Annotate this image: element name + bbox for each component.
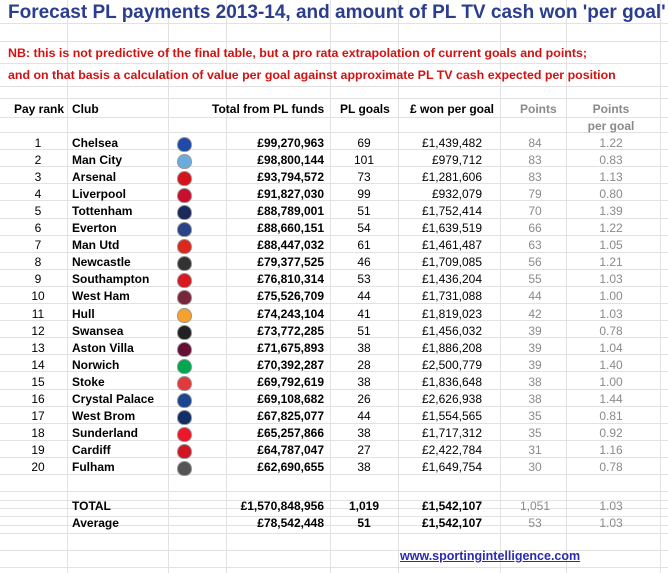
points-cell: 39 [528,341,542,355]
total-funds-cell: £79,377,525 [257,255,324,269]
total-points: 1,051 [519,499,551,513]
total-funds-cell: £75,526,709 [257,289,324,303]
club-name: Swansea [72,324,124,338]
total-funds-cell: £62,690,655 [257,460,324,474]
points-per-goal-cell: 1.03 [599,307,623,321]
per-goal-cell: £1,439,482 [421,136,482,150]
average-label: Average [72,516,119,530]
per-goal-cell: £1,554,565 [421,409,482,423]
hull-crest-icon [177,308,192,323]
newcastle-crest-icon [177,256,192,271]
rank-cell: 6 [34,221,42,235]
points-per-goal-cell: 1.00 [599,375,623,389]
points-per-goal-cell: 0.80 [599,187,623,201]
goals-cell: 28 [357,358,371,372]
rank-cell: 3 [34,170,42,184]
rank-cell: 10 [31,289,45,303]
total-funds-cell: £91,827,030 [257,187,324,201]
goals-cell: 51 [357,324,371,338]
note-line-1: NB: this is not predictive of the final table, but a pro rata extrapolation of current goals and points; [8,46,587,60]
rank-cell: 11 [31,307,45,321]
club-name: Sunderland [72,426,139,440]
points-cell: 56 [528,255,542,269]
page-title: Forecast PL payments 2013-14, and amount of PL TV cash won 'per goal' [8,2,666,23]
points-cell: 83 [528,170,542,184]
per-goal-cell: £1,461,487 [421,238,482,252]
rank-cell: 19 [31,443,45,457]
club-name: Arsenal [72,170,117,184]
club-name: Everton [72,221,117,235]
man-utd-crest-icon [177,239,192,254]
points-per-goal-cell: 0.92 [599,426,623,440]
points-per-goal-cell: 0.81 [599,409,623,423]
points-cell: 35 [528,426,542,440]
club-name: Man Utd [72,238,120,252]
stoke-crest-icon [177,376,192,391]
total-ppg: 1.03 [599,499,623,513]
average-ppg: 1.03 [599,516,623,530]
per-goal-cell: £1,886,208 [421,341,482,355]
total-funds: £1,570,848,956 [240,499,324,513]
rank-cell: 14 [31,358,45,372]
goals-cell: 44 [357,409,371,423]
club-name: Hull [72,307,95,321]
total-funds-cell: £65,257,866 [257,426,324,440]
crystal-palace-crest-icon [177,393,192,408]
west-ham-crest-icon [177,290,192,305]
rank-cell: 17 [31,409,45,423]
total-funds-cell: £88,660,151 [257,221,324,235]
points-cell: 35 [528,409,542,423]
header-points-per-goal-1: Points [592,102,630,116]
club-name: Aston Villa [72,341,134,355]
header-total: Total from PL funds [212,102,325,116]
club-name: Liverpool [72,187,127,201]
points-cell: 38 [528,392,542,406]
cardiff-crest-icon [177,444,192,459]
header-points-per-goal-2: per goal [587,119,635,133]
per-goal-cell: £1,436,204 [421,272,482,286]
club-name: Man City [72,153,123,167]
header-club: Club [72,102,99,116]
goals-cell: 46 [357,255,371,269]
goals-cell: 53 [357,272,371,286]
per-goal-cell: £1,836,648 [421,375,482,389]
points-per-goal-cell: 1.04 [599,341,623,355]
club-name: West Ham [72,289,130,303]
goals-cell: 54 [357,221,371,235]
header-goals: PL goals [340,102,390,116]
points-per-goal-cell: 1.05 [599,238,623,252]
rank-cell: 8 [34,255,42,269]
goals-cell: 69 [357,136,371,150]
total-funds-cell: £99,270,963 [257,136,324,150]
rank-cell: 18 [31,426,45,440]
club-name: Newcastle [72,255,131,269]
points-cell: 42 [528,307,542,321]
aston-villa-crest-icon [177,342,192,357]
goals-cell: 27 [357,443,371,457]
per-goal-cell: £1,281,606 [421,170,482,184]
goals-cell: 61 [357,238,371,252]
header-pay-rank: Pay rank [14,102,65,116]
header-per-goal: £ won per goal [410,102,495,116]
points-per-goal-cell: 1.16 [599,443,623,457]
man-city-crest-icon [177,154,192,169]
per-goal-cell: £2,626,938 [421,392,482,406]
sunderland-crest-icon [177,427,192,442]
total-funds-cell: £73,772,285 [257,324,324,338]
points-cell: 70 [528,204,542,218]
note-line-2: and on that basis a calculation of value per goal against approximate PL TV cash expected per position [8,68,616,82]
sporting-intelligence-link[interactable]: www.sportingintelligence.com [400,549,581,563]
club-name: Southampton [72,272,150,286]
per-goal-cell: £1,639,519 [421,221,482,235]
total-funds-cell: £88,447,032 [257,238,324,252]
goals-cell: 73 [357,170,371,184]
club-name: Chelsea [72,136,119,150]
points-per-goal-cell: 1.21 [599,255,623,269]
per-goal-cell: £1,649,754 [421,460,482,474]
per-goal-cell: £979,712 [431,153,482,167]
points-cell: 31 [528,443,542,457]
points-cell: 79 [528,187,542,201]
rank-cell: 12 [31,324,45,338]
total-funds-cell: £74,243,104 [257,307,324,321]
goals-cell: 26 [357,392,371,406]
average-per-goal: £1,542,107 [421,516,482,530]
rank-cell: 7 [34,238,42,252]
per-goal-cell: £932,079 [431,187,482,201]
total-per-goal: £1,542,107 [421,499,482,513]
total-funds-cell: £64,787,047 [257,443,324,457]
fulham-crest-icon [177,461,192,476]
points-cell: 30 [528,460,542,474]
average-funds: £78,542,448 [257,516,324,530]
rank-cell: 1 [34,136,42,150]
goals-cell: 38 [357,460,371,474]
points-cell: 84 [528,136,542,150]
total-funds-cell: £93,794,572 [257,170,324,184]
per-goal-cell: £1,709,085 [421,255,482,269]
points-per-goal-cell: 0.78 [599,324,623,338]
goals-cell: 38 [357,341,371,355]
header-points: Points [520,102,557,116]
points-per-goal-cell: 1.22 [599,136,623,150]
rank-cell: 9 [34,272,42,286]
per-goal-cell: £1,752,414 [421,204,482,218]
total-funds-cell: £69,792,619 [257,375,324,389]
per-goal-cell: £1,819,023 [421,307,482,321]
points-per-goal-cell: 1.03 [599,272,623,286]
club-name: Tottenham [72,204,133,218]
per-goal-cell: £1,731,088 [421,289,482,303]
rank-cell: 4 [34,187,42,201]
club-name: Norwich [72,358,120,372]
per-goal-cell: £1,456,032 [421,324,482,338]
southampton-crest-icon [177,273,192,288]
points-per-goal-cell: 1.00 [599,289,623,303]
club-name: West Brom [72,409,136,423]
total-funds-cell: £69,108,682 [257,392,324,406]
total-label: TOTAL [72,499,111,513]
total-funds-cell: £67,825,077 [257,409,324,423]
swansea-crest-icon [177,325,192,340]
points-cell: 39 [528,324,542,338]
points-per-goal-cell: 0.83 [599,153,623,167]
tottenham-crest-icon [177,205,192,220]
everton-crest-icon [177,222,192,237]
club-name: Fulham [72,460,115,474]
arsenal-crest-icon [177,171,192,186]
per-goal-cell: £2,500,779 [421,358,482,372]
points-cell: 38 [528,375,542,389]
average-goals: 51 [357,516,371,530]
points-cell: 44 [528,289,542,303]
average-points: 53 [528,516,542,530]
total-funds-cell: £98,800,144 [257,153,324,167]
rank-cell: 13 [31,341,45,355]
points-cell: 39 [528,358,542,372]
club-name: Crystal Palace [72,392,155,406]
norwich-crest-icon [177,359,192,374]
total-funds-cell: £71,675,893 [257,341,324,355]
rank-cell: 5 [34,204,42,218]
points-per-goal-cell: 0.78 [599,460,623,474]
points-per-goal-cell: 1.40 [599,358,623,372]
chelsea-crest-icon [177,137,192,152]
goals-cell: 41 [357,307,371,321]
liverpool-crest-icon [177,188,192,203]
goals-cell: 38 [357,375,371,389]
per-goal-cell: £1,717,312 [421,426,482,440]
total-funds-cell: £76,810,314 [257,272,324,286]
points-cell: 63 [528,238,542,252]
rank-cell: 20 [31,460,45,474]
points-per-goal-cell: 1.22 [599,221,623,235]
club-name: Stoke [72,375,105,389]
points-per-goal-cell: 1.39 [599,204,623,218]
total-funds-cell: £70,392,287 [257,358,324,372]
west-brom-crest-icon [177,410,192,425]
points-cell: 66 [528,221,542,235]
total-funds-cell: £88,789,001 [257,204,324,218]
goals-cell: 51 [357,204,371,218]
per-goal-cell: £2,422,784 [421,443,482,457]
points-cell: 55 [528,272,542,286]
rank-cell: 16 [31,392,45,406]
points-per-goal-cell: 1.44 [599,392,623,406]
points-cell: 83 [528,153,542,167]
club-name: Cardiff [72,443,111,457]
rank-cell: 15 [31,375,45,389]
total-goals: 1,019 [348,499,380,513]
points-per-goal-cell: 1.13 [599,170,623,184]
goals-cell: 38 [357,426,371,440]
goals-cell: 101 [353,153,375,167]
rank-cell: 2 [34,153,42,167]
goals-cell: 44 [357,289,371,303]
goals-cell: 99 [357,187,371,201]
